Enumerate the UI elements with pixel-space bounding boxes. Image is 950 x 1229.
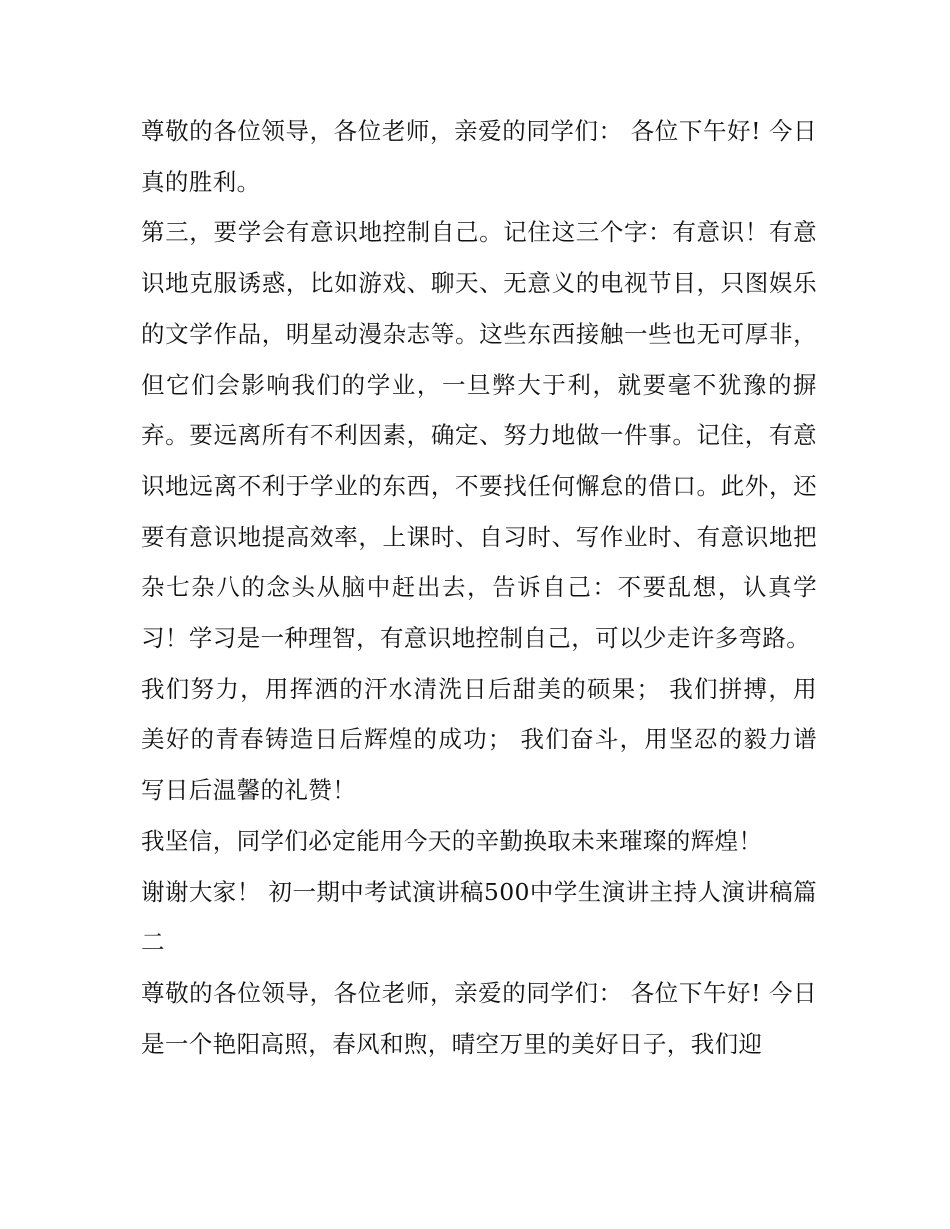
paragraph-effort: 我们努力，用挥洒的汗水清洗日后甜美的硕果； 我们拼搏，用美好的青春铸造日后辉煌的成功； 我们奋斗，用坚忍的毅力谱写日后温馨的礼赞！ (141, 674, 817, 805)
paragraph-thanks-heading: 谢谢大家！ 初一期中考试演讲稿500中学生演讲主持人演讲稿篇二 (141, 877, 817, 957)
paragraph-greeting-2: 尊敬的各位领导，各位老师，亲爱的同学们： 各位下午好! 今日是一个艳阳高照，春风和煦，晴空万里的美好日子，我们迎 (141, 978, 817, 1058)
paragraph-belief: 我坚信，同学们必定能用今天的辛勤换取未来璀璨的辉煌！ (141, 826, 763, 855)
paragraph-greeting-1: 尊敬的各位领导，各位老师，亲爱的同学们： 各位下午好! 今日真的胜利。 (141, 117, 817, 196)
paragraph-self-control: 第三，要学会有意识地控制自己。记住这三个字：有意识！有意识地克服诱惑，比如游戏、聊天、无意义的电视节目，只图娱乐的文学作品，明星动漫杂志等。这些东西接触一些也无可厚非，但它们会影响我们的学业，一旦弊大于利，就要毫不犹豫的摒弃。要远离所有不利因素，确定、努力地做一件事。记住，有意识地远离不利于学业的东西，不要找任何懈怠的借口。此外，还要有意识地提高效率，上课时、自习时、写作业时、有意识地把杂七杂八的念头从脑中赶出去，告诉自己：不要乱想，认真学习！学习是一种理智，有意识地控制自己，可以少走许多弯路。 (141, 218, 817, 653)
document-body (141, 106, 817, 1069)
